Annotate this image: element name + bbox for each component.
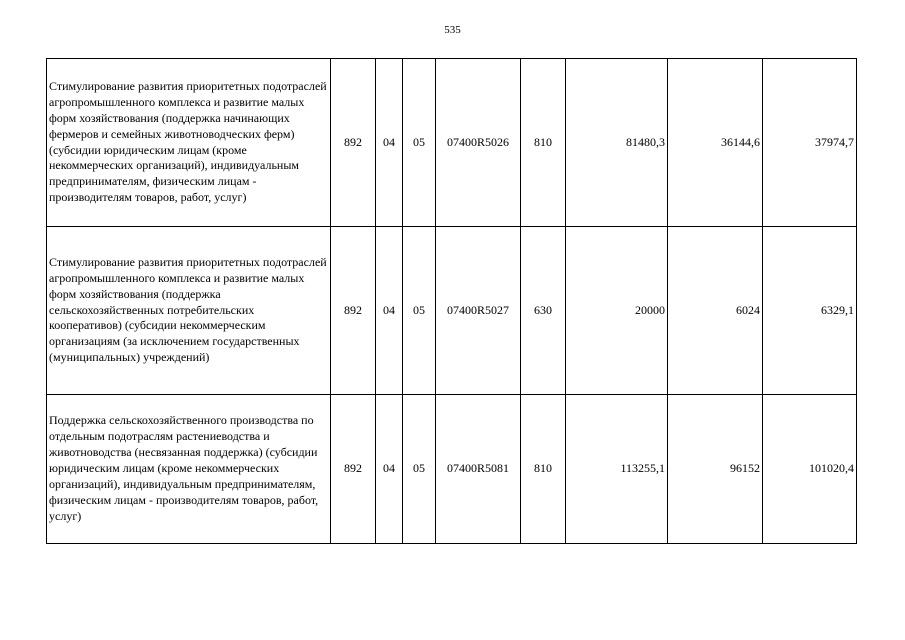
expense-type-cell: 810 — [521, 59, 566, 227]
target-article-cell: 07400R5026 — [436, 59, 521, 227]
expense-type-cell: 810 — [521, 395, 566, 544]
amount-1-cell: 20000 — [566, 227, 668, 395]
amount-3-cell: 37974,7 — [763, 59, 857, 227]
expense-name-cell: Стимулирование развития приоритетных подотраслей агропромышленного комплекса и развитие малых форм хозяйствования (поддержка начинающих фермеров и семейных животноводческих ферм) (субсидии юридическим лицам (кроме некоммерческих организаций), индивидуальным предпринимателям, физическим лицам - производителям товаров, работ, услуг) — [47, 59, 331, 227]
expense-type-cell: 630 — [521, 227, 566, 395]
amount-3-cell: 101020,4 — [763, 395, 857, 544]
page-number: 535 — [444, 24, 461, 36]
amount-2-cell: 6024 — [668, 227, 763, 395]
subsection-code-cell: 05 — [403, 227, 436, 395]
target-article-cell: 07400R5081 — [436, 395, 521, 544]
subsection-code-cell: 05 — [403, 395, 436, 544]
amount-1-cell: 113255,1 — [566, 395, 668, 544]
expense-name-cell: Поддержка сельскохозяйственного производства по отдельным подотраслям растениеводства и животноводства (несвязанная поддержка) (субсидии юридическим лицам (кроме некоммерческих организаций), индивидуальным предпринимателям, физическим лицам - производителям товаров, работ, услуг) — [47, 395, 331, 544]
budget-table — [46, 58, 857, 544]
section-code-cell: 04 — [376, 227, 403, 395]
ministry-code-cell: 892 — [331, 59, 376, 227]
amount-1-cell: 81480,3 — [566, 59, 668, 227]
section-code-cell: 04 — [376, 395, 403, 544]
ministry-code-cell: 892 — [331, 395, 376, 544]
table-row — [47, 59, 857, 227]
amount-3-cell: 6329,1 — [763, 227, 857, 395]
section-code-cell: 04 — [376, 59, 403, 227]
expense-name-cell: Стимулирование развития приоритетных подотраслей агропромышленного комплекса и развитие малых форм хозяйствования (поддержка сельскохозяйственных потребительских кооперативов) (субсидии некоммерческим организациям (за исключением государственных (муниципальных) учреждений) — [47, 227, 331, 395]
amount-2-cell: 36144,6 — [668, 59, 763, 227]
target-article-cell: 07400R5027 — [436, 227, 521, 395]
subsection-code-cell: 05 — [403, 59, 436, 227]
amount-2-cell: 96152 — [668, 395, 763, 544]
ministry-code-cell: 892 — [331, 227, 376, 395]
table-row — [47, 227, 857, 395]
table-row — [47, 395, 857, 544]
